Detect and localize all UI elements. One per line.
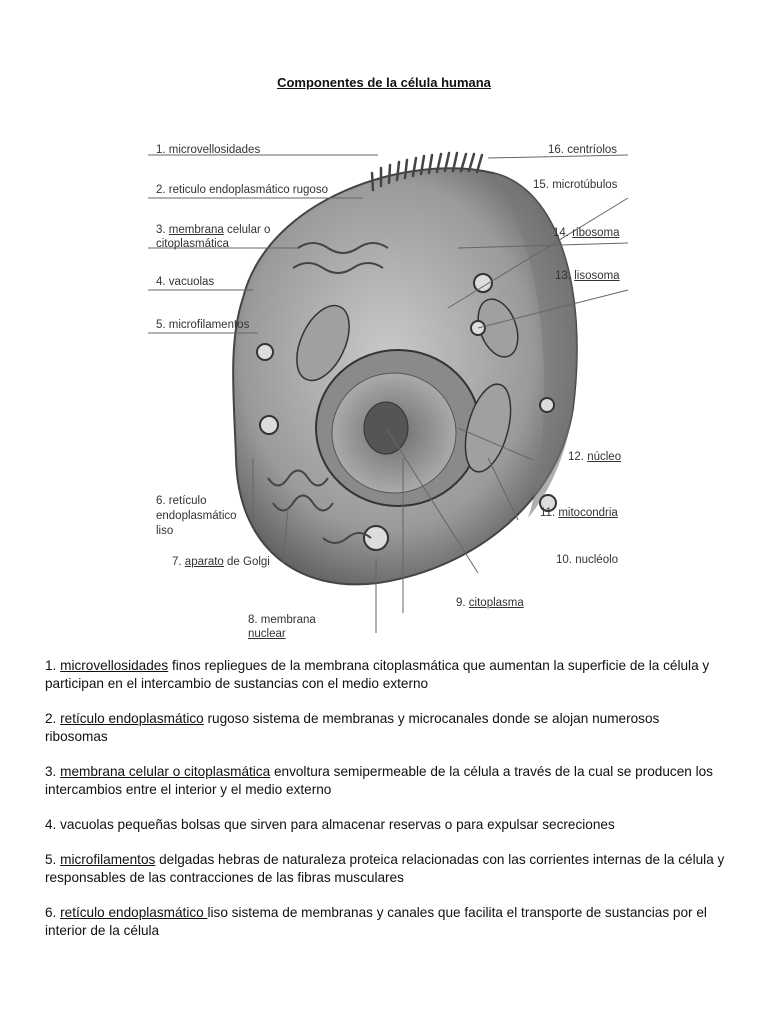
nucleus <box>316 350 480 506</box>
cell-diagram-figure <box>148 128 638 648</box>
definition-item: 6. retículo endoplasmático liso sistema de membranas y canales que facilita el transporte de sustancias por el interior de la célula <box>45 905 707 938</box>
document-title: Componentes de la célula humana <box>277 75 491 90</box>
cell-illustration <box>148 128 638 648</box>
definition-item: 1. microvellosidades finos repliegues de la membrana citoplasmática que aumentan la superficie de la célula y participan en el intercambio de sustancias con el medio externo <box>45 658 710 691</box>
definition-item: 4. vacuolas pequeñas bolsas que sirven para almacenar reservas o para expulsar secreciones <box>45 817 615 832</box>
label-microfilamentos: 5. microfilamentos <box>156 319 250 331</box>
definition-item: 2. retículo endoplasmático rugoso sistema de membranas y microcanales donde se alojan numerosos ribosomas <box>45 711 660 744</box>
label-citoplasma: 9. citoplasma <box>456 597 524 609</box>
label-centriolos: 16. centríolos <box>548 144 618 156</box>
label-reticulo-rugoso: 2. reticulo endoplasmático rugoso <box>156 184 328 196</box>
label-reticulo-liso-line3: liso <box>156 525 174 537</box>
definitions-list <box>45 657 725 957</box>
label-nucleo: 12. núcleo <box>568 451 622 463</box>
label-membrana-celular-line2: citoplasmática <box>156 238 229 250</box>
label-membrana-nuclear-line2: nuclear <box>248 628 286 640</box>
definition-item: 5. microfilamentos delgadas hebras de naturaleza proteica relacionadas con las corrientes internas de la célula y responsables de las contracciones de las fibras musculares <box>45 852 725 885</box>
label-membrana-celular: 3. membrana celular o <box>156 224 271 236</box>
label-microtubulos: 15. microtúbulos <box>533 179 618 191</box>
label-nucleolo: 10. nucléolo <box>556 554 619 566</box>
label-aparato-golgi: 7. aparato de Golgi <box>172 556 270 568</box>
label-microvellosidades: 1. microvellosidades <box>156 144 261 156</box>
label-reticulo-liso-line2: endoplasmático <box>156 510 237 522</box>
label-lisosoma: 13. lisosoma <box>555 270 620 282</box>
label-mitocondria: 11. mitocondria <box>540 507 618 519</box>
label-membrana-nuclear: 8. membrana <box>248 614 316 626</box>
definition-item: 3. membrana celular o citoplasmática envoltura semipermeable de la célula a través de la cual se producen los intercambios entre el interior y el medio externo <box>45 764 713 797</box>
label-vacuolas: 4. vacuolas <box>156 276 215 288</box>
label-reticulo-liso: 6. retículo <box>156 495 207 507</box>
label-ribosoma: 14. ribosoma <box>553 227 620 239</box>
